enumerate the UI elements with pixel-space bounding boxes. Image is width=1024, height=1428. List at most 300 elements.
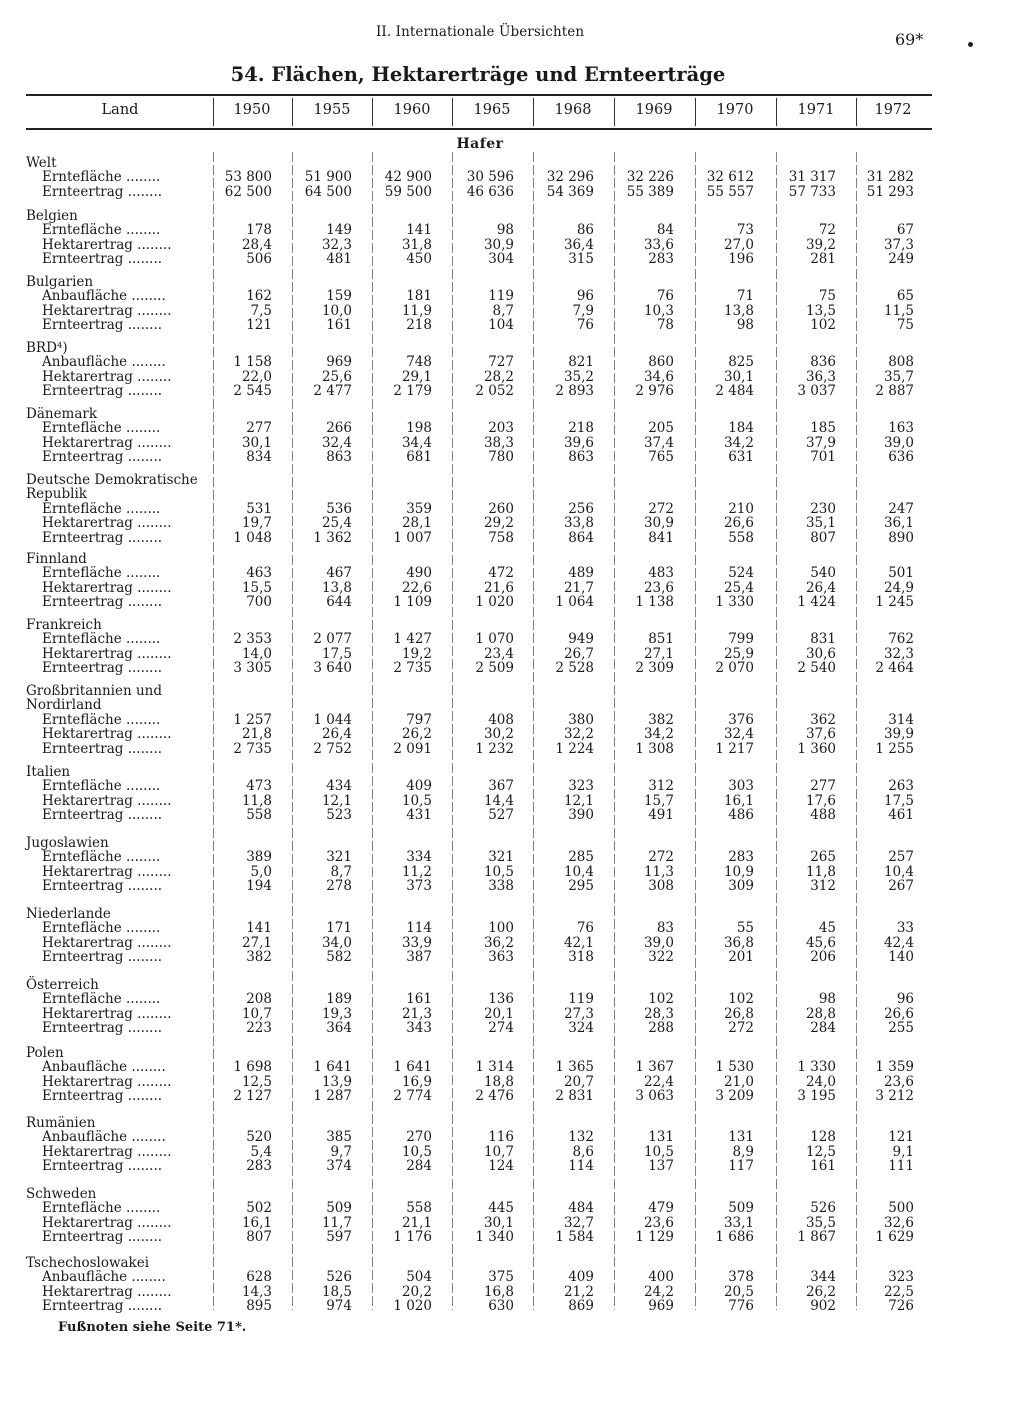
- table-cell: 28,1: [401, 515, 432, 532]
- table-cell: 969: [648, 1298, 674, 1315]
- table-cell: 26,4: [805, 579, 836, 596]
- table-cell: 24,9: [883, 579, 914, 596]
- row-label-text: Erntefläche: [42, 169, 122, 186]
- row-label-text: Anbaufläche: [42, 1129, 128, 1146]
- table-cell: 73: [736, 222, 754, 239]
- table-cell: 501: [888, 565, 914, 582]
- table-cell: 22,6: [401, 579, 432, 596]
- table-cell: 36,2: [483, 934, 514, 951]
- leader-dots: ........: [121, 991, 161, 1008]
- row-label: [42, 1020, 162, 1036]
- table-cell: 131: [728, 1129, 754, 1146]
- row-label: [42, 317, 162, 333]
- table-cell: 196: [728, 251, 754, 268]
- table-cell: 3 063: [635, 1088, 674, 1105]
- table-cell: 1 308: [635, 740, 674, 757]
- row-label: [42, 1088, 162, 1104]
- table-cell: 10,0: [321, 302, 352, 319]
- country-name: BRD⁴): [26, 340, 68, 356]
- table-cell: 3 195: [797, 1088, 836, 1105]
- table-cell: 13,5: [805, 302, 836, 319]
- crop-label: Hafer: [456, 136, 504, 152]
- table-cell: 64 500: [304, 183, 352, 200]
- leader-dots: ........: [121, 565, 161, 582]
- table-cell: 808: [888, 354, 914, 371]
- table-cell: 12,1: [563, 792, 594, 809]
- leader-dots: ........: [121, 711, 161, 728]
- table-cell: 374: [326, 1158, 352, 1175]
- leader-dots: ........: [132, 1005, 172, 1022]
- table-cell: 321: [488, 849, 514, 866]
- table-cell: 71: [736, 288, 754, 305]
- table-cell: 161: [406, 991, 432, 1008]
- row-label-text: Hektarertrag: [42, 1073, 133, 1090]
- column-divider: [776, 152, 777, 1310]
- table-cell: 24,2: [643, 1283, 674, 1300]
- table-cell: 35,1: [805, 515, 836, 532]
- row-label-text: Hektarertrag: [42, 236, 133, 253]
- table-cell: 277: [246, 420, 272, 437]
- table-cell: 272: [648, 849, 674, 866]
- row-label-text: Ernteertrag: [42, 807, 124, 824]
- country-name: Schweden: [26, 1186, 97, 1202]
- table-cell: 28,3: [643, 1005, 674, 1022]
- leader-dots: ........: [123, 949, 163, 966]
- country-name: Polen: [26, 1045, 64, 1061]
- table-cell: 378: [728, 1269, 754, 1286]
- table-cell: 836: [810, 354, 836, 371]
- country-name: Großbritannien und: [26, 683, 162, 699]
- table-cell: 2 091: [393, 740, 432, 757]
- table-cell: 278: [326, 878, 352, 895]
- table-cell: 527: [488, 807, 514, 824]
- leader-dots: ........: [132, 515, 172, 532]
- table-cell: 467: [326, 565, 352, 582]
- table-cell: 26,8: [723, 1005, 754, 1022]
- table-cell: 39,6: [563, 434, 594, 451]
- table-cell: 895: [246, 1298, 272, 1315]
- table-cell: 265: [810, 849, 836, 866]
- country-name: Rumänien: [26, 1115, 96, 1131]
- table-cell: 272: [728, 1020, 754, 1037]
- table-cell: 29,2: [483, 515, 514, 532]
- table-cell: 2 528: [555, 660, 594, 677]
- leader-dots: ........: [123, 383, 163, 400]
- table-cell: 2 077: [313, 631, 352, 648]
- leader-dots: ........: [123, 740, 163, 757]
- table-cell: 2 353: [233, 631, 272, 648]
- table-cell: 16,1: [723, 792, 754, 809]
- table-cell: 13,8: [723, 302, 754, 319]
- table-cell: 21,6: [483, 579, 514, 596]
- table-cell: 33,8: [563, 515, 594, 532]
- table-cell: 16,1: [241, 1214, 272, 1231]
- table-cell: 27,0: [723, 236, 754, 253]
- table-cell: 274: [488, 1020, 514, 1037]
- table-cell: 21,7: [563, 579, 594, 596]
- row-label-text: Hektarertrag: [42, 863, 133, 880]
- table-cell: 24,0: [805, 1073, 836, 1090]
- table-cell: 13,8: [321, 579, 352, 596]
- table-cell: 431: [406, 807, 432, 824]
- table-cell: 19,7: [241, 515, 272, 532]
- table-cell: 181: [406, 288, 432, 305]
- table-cell: 15,7: [643, 792, 674, 809]
- table-cell: 19,3: [321, 1005, 352, 1022]
- table-cell: 102: [728, 991, 754, 1008]
- table-cell: 98: [736, 317, 754, 334]
- row-label: [42, 1158, 162, 1174]
- table-cell: 821: [568, 354, 594, 371]
- table-cell: 83: [656, 920, 674, 937]
- leader-dots: ........: [123, 1229, 163, 1246]
- table-cell: 102: [648, 991, 674, 1008]
- table-cell: 76: [656, 288, 674, 305]
- table-cell: 35,7: [883, 368, 914, 385]
- table-cell: 14,0: [241, 645, 272, 662]
- table-cell: 1 020: [393, 1298, 432, 1315]
- row-label-text: Hektarertrag: [42, 1005, 133, 1022]
- table-cell: 558: [728, 529, 754, 546]
- table-cell: 864: [568, 529, 594, 546]
- table-cell: 26,2: [401, 726, 432, 743]
- row-label-text: Erntefläche: [42, 631, 122, 648]
- table-cell: 10,5: [643, 1143, 674, 1160]
- column-divider: [695, 152, 696, 1310]
- table-cell: 376: [728, 711, 754, 728]
- table-cell: 21,3: [401, 1005, 432, 1022]
- table-cell: 382: [246, 949, 272, 966]
- table-cell: 5,4: [250, 1143, 272, 1160]
- table-cell: 198: [406, 420, 432, 437]
- table-cell: 20,5: [723, 1283, 754, 1300]
- table-cell: 38,3: [483, 434, 514, 451]
- table-cell: 8,7: [330, 863, 352, 880]
- column-divider: [292, 152, 293, 1310]
- table-cell: 799: [728, 631, 754, 648]
- table-cell: 1 287: [313, 1088, 352, 1105]
- table-cell: 531: [246, 500, 272, 517]
- leader-dots: ........: [123, 1298, 163, 1315]
- table-cell: 140: [888, 949, 914, 966]
- country-name: Dänemark: [26, 406, 98, 422]
- table-cell: 119: [568, 991, 594, 1008]
- table-cell: 98: [818, 991, 836, 1008]
- running-header: II. Internationale Übersichten: [376, 24, 585, 40]
- table-cell: 2 509: [475, 660, 514, 677]
- table-cell: 30,9: [643, 515, 674, 532]
- table-cell: 334: [406, 849, 432, 866]
- table-cell: 247: [888, 500, 914, 517]
- table-cell: 55 389: [626, 183, 674, 200]
- table-cell: 161: [810, 1158, 836, 1175]
- table-cell: 558: [406, 1200, 432, 1217]
- row-label-text: Ernteertrag: [42, 878, 124, 895]
- table-cell: 860: [648, 354, 674, 371]
- table-cell: 25,4: [321, 515, 352, 532]
- column-header-year: 1972: [874, 102, 912, 118]
- country-name: Nordirland: [26, 697, 102, 714]
- table-cell: 869: [568, 1298, 594, 1315]
- table-cell: 312: [810, 878, 836, 895]
- table-cell: 831: [810, 631, 836, 648]
- table-cell: 484: [568, 1200, 594, 1217]
- table-cell: 504: [406, 1269, 432, 1286]
- table-cell: 30 596: [466, 169, 514, 186]
- table-cell: 628: [246, 1269, 272, 1286]
- leader-dots: ........: [132, 863, 172, 880]
- table-cell: 10,7: [241, 1005, 272, 1022]
- table-cell: 631: [728, 449, 754, 466]
- row-label: [42, 1298, 162, 1314]
- table-cell: 36,4: [563, 236, 594, 253]
- table-cell: 33,9: [401, 934, 432, 951]
- country-name: Italien: [26, 764, 71, 780]
- row-label-text: Ernteertrag: [42, 317, 124, 334]
- table-cell: 2 976: [635, 383, 674, 400]
- table-cell: 20,7: [563, 1073, 594, 1090]
- table-cell: 3 037: [797, 383, 836, 400]
- row-label-text: Erntefläche: [42, 420, 122, 437]
- table-cell: 509: [728, 1200, 754, 1217]
- table-cell: 11,3: [643, 863, 674, 880]
- table-cell: 16,9: [401, 1073, 432, 1090]
- table-cell: 36,1: [883, 515, 914, 532]
- table-cell: 14,3: [241, 1283, 272, 1300]
- table-cell: 34,2: [643, 726, 674, 743]
- table-cell: 55 557: [706, 183, 754, 200]
- table-cell: 506: [246, 251, 272, 268]
- table-cell: 1 314: [475, 1059, 514, 1076]
- table-cell: 116: [488, 1129, 514, 1146]
- table-cell: 1 698: [233, 1059, 272, 1076]
- table-cell: 263: [888, 778, 914, 795]
- table-cell: 136: [488, 991, 514, 1008]
- row-label-text: Anbaufläche: [42, 1059, 128, 1076]
- table-cell: 270: [406, 1129, 432, 1146]
- table-cell: 373: [406, 878, 432, 895]
- table-cell: 75: [896, 317, 914, 334]
- footnote: Fußnoten siehe Seite 71*.: [58, 1320, 247, 1335]
- table-cell: 11,5: [883, 302, 914, 319]
- table-cell: 184: [728, 420, 754, 437]
- row-label: [42, 449, 162, 465]
- table-cell: 185: [810, 420, 836, 437]
- table-cell: 969: [326, 354, 352, 371]
- table-cell: 266: [326, 420, 352, 437]
- table-cell: 1 257: [233, 711, 272, 728]
- country-name: Welt: [26, 155, 57, 171]
- table-cell: 67: [896, 222, 914, 239]
- table-cell: 1 330: [797, 1059, 836, 1076]
- table-cell: 96: [576, 288, 594, 305]
- table-cell: 159: [326, 288, 352, 305]
- row-label-text: Hektarertrag: [42, 1143, 133, 1160]
- table-cell: 318: [568, 949, 594, 966]
- table-cell: 32 296: [546, 169, 594, 186]
- table-cell: 479: [648, 1200, 674, 1217]
- table-cell: 322: [648, 949, 674, 966]
- table-cell: 17,5: [883, 792, 914, 809]
- table-cell: 35,5: [805, 1214, 836, 1231]
- table-cell: 2 179: [393, 383, 432, 400]
- leader-dots: ........: [123, 449, 163, 466]
- table-cell: 10,4: [563, 863, 594, 880]
- table-cell: 28,2: [483, 368, 514, 385]
- table-cell: 520: [246, 1129, 272, 1146]
- column-divider: [372, 152, 373, 1310]
- leader-dots: ........: [132, 236, 172, 253]
- table-cell: 30,9: [483, 236, 514, 253]
- table-cell: 137: [648, 1158, 674, 1175]
- country-name: Finnland: [26, 551, 87, 567]
- table-cell: 51 293: [866, 183, 914, 200]
- table-cell: 344: [810, 1269, 836, 1286]
- table-cell: 34,4: [401, 434, 432, 451]
- leader-dots: ........: [132, 1283, 172, 1300]
- table-cell: 117: [728, 1158, 754, 1175]
- row-label-text: Erntefläche: [42, 920, 122, 937]
- row-label-text: Ernteertrag: [42, 251, 124, 268]
- table-cell: 28,8: [805, 1005, 836, 1022]
- table-cell: 32,4: [723, 726, 754, 743]
- leader-dots: ........: [132, 368, 172, 385]
- table-cell: 218: [568, 420, 594, 437]
- country-name: Deutsche Demokratische: [26, 472, 198, 488]
- row-label-text: Hektarertrag: [42, 1283, 133, 1300]
- table-cell: 8,6: [572, 1143, 594, 1160]
- table-cell: 36,8: [723, 934, 754, 951]
- country-name: Frankreich: [26, 617, 102, 633]
- table-cell: 765: [648, 449, 674, 466]
- table-cell: 10,9: [723, 863, 754, 880]
- table-cell: 51 900: [304, 169, 352, 186]
- table-cell: 408: [488, 711, 514, 728]
- page-number: 69*: [895, 30, 924, 49]
- table-cell: 324: [568, 1020, 594, 1037]
- table-cell: 502: [246, 1200, 272, 1217]
- table-cell: 283: [728, 849, 754, 866]
- leader-dots: ........: [123, 594, 163, 611]
- table-cell: 32,3: [883, 645, 914, 662]
- table-cell: 45,6: [805, 934, 836, 951]
- table-cell: 37,3: [883, 236, 914, 253]
- row-label-text: Erntefläche: [42, 1200, 122, 1217]
- table-cell: 218: [406, 317, 432, 334]
- table-cell: 12,1: [321, 792, 352, 809]
- table-cell: 807: [810, 529, 836, 546]
- row-label-text: Hektarertrag: [42, 726, 133, 743]
- table-cell: 39,2: [805, 236, 836, 253]
- table-cell: 526: [810, 1200, 836, 1217]
- leader-dots: ........: [123, 529, 163, 546]
- table-cell: 2 831: [555, 1088, 594, 1105]
- row-label-text: Hektarertrag: [42, 368, 133, 385]
- leader-dots: ........: [132, 1073, 172, 1090]
- table-cell: 121: [246, 317, 272, 334]
- table-cell: 12,5: [805, 1143, 836, 1160]
- table-cell: 1 048: [233, 529, 272, 546]
- table-cell: 201: [728, 949, 754, 966]
- table-cell: 34,0: [321, 934, 352, 951]
- table-cell: 509: [326, 1200, 352, 1217]
- table-cell: 536: [326, 500, 352, 517]
- table-cell: 11,2: [401, 863, 432, 880]
- table-cell: 18,8: [483, 1073, 514, 1090]
- table-cell: 825: [728, 354, 754, 371]
- table-cell: 39,0: [643, 934, 674, 951]
- column-header-year: 1950: [233, 102, 271, 118]
- table-cell: 75: [818, 288, 836, 305]
- row-label-text: Hektarertrag: [42, 302, 133, 319]
- row-label-text: Hektarertrag: [42, 579, 133, 596]
- table-cell: 162: [246, 288, 272, 305]
- table-cell: 33,1: [723, 1214, 754, 1231]
- table-cell: 14,4: [483, 792, 514, 809]
- column-header-land: Land: [101, 102, 139, 118]
- leader-dots: ........: [132, 1143, 172, 1160]
- table-cell: 490: [406, 565, 432, 582]
- table-cell: 974: [326, 1298, 352, 1315]
- table-cell: 2 774: [393, 1088, 432, 1105]
- column-divider: [614, 152, 615, 1310]
- table-cell: 96: [896, 991, 914, 1008]
- table-cell: 11,9: [401, 302, 432, 319]
- table-cell: 256: [568, 500, 594, 517]
- table-cell: 42,4: [883, 934, 914, 951]
- leader-dots: ........: [123, 251, 163, 268]
- table-cell: 1 232: [475, 740, 514, 757]
- table-cell: 841: [648, 529, 674, 546]
- table-cell: 1 217: [715, 740, 754, 757]
- table-cell: 303: [728, 778, 754, 795]
- table-cell: 776: [728, 1298, 754, 1315]
- table-cell: 36,3: [805, 368, 836, 385]
- leader-dots: ........: [121, 1200, 161, 1217]
- table-cell: 491: [648, 807, 674, 824]
- table-cell: 32 612: [706, 169, 754, 186]
- table-cell: 15,5: [241, 579, 272, 596]
- table-cell: 13,9: [321, 1073, 352, 1090]
- table-cell: 46 636: [466, 183, 514, 200]
- table-cell: 23,6: [883, 1073, 914, 1090]
- column-divider: [533, 152, 534, 1310]
- table-cell: 119: [488, 288, 514, 305]
- column-header-year: 1971: [797, 102, 835, 118]
- table-cell: 488: [810, 807, 836, 824]
- table-cell: 208: [246, 991, 272, 1008]
- table-cell: 834: [246, 449, 272, 466]
- table-cell: 206: [810, 949, 836, 966]
- table-cell: 1 330: [715, 594, 754, 611]
- column-header-year: 1969: [635, 102, 673, 118]
- table-cell: 5,0: [250, 863, 272, 880]
- table-cell: 3 305: [233, 660, 272, 677]
- table-cell: 7,5: [250, 302, 272, 319]
- leader-dots: ........: [123, 1088, 163, 1105]
- leader-dots: ........: [127, 1269, 166, 1286]
- table-cell: 385: [326, 1129, 352, 1146]
- table-cell: 23,4: [483, 645, 514, 662]
- table-cell: 72: [818, 222, 836, 239]
- table-cell: 1 340: [475, 1229, 514, 1246]
- table-cell: 1 064: [555, 594, 594, 611]
- table-cell: 949: [568, 631, 594, 648]
- table-cell: 483: [648, 565, 674, 582]
- table-cell: 76: [576, 317, 594, 334]
- table-cell: 473: [246, 778, 272, 795]
- table-cell: 31 317: [788, 169, 836, 186]
